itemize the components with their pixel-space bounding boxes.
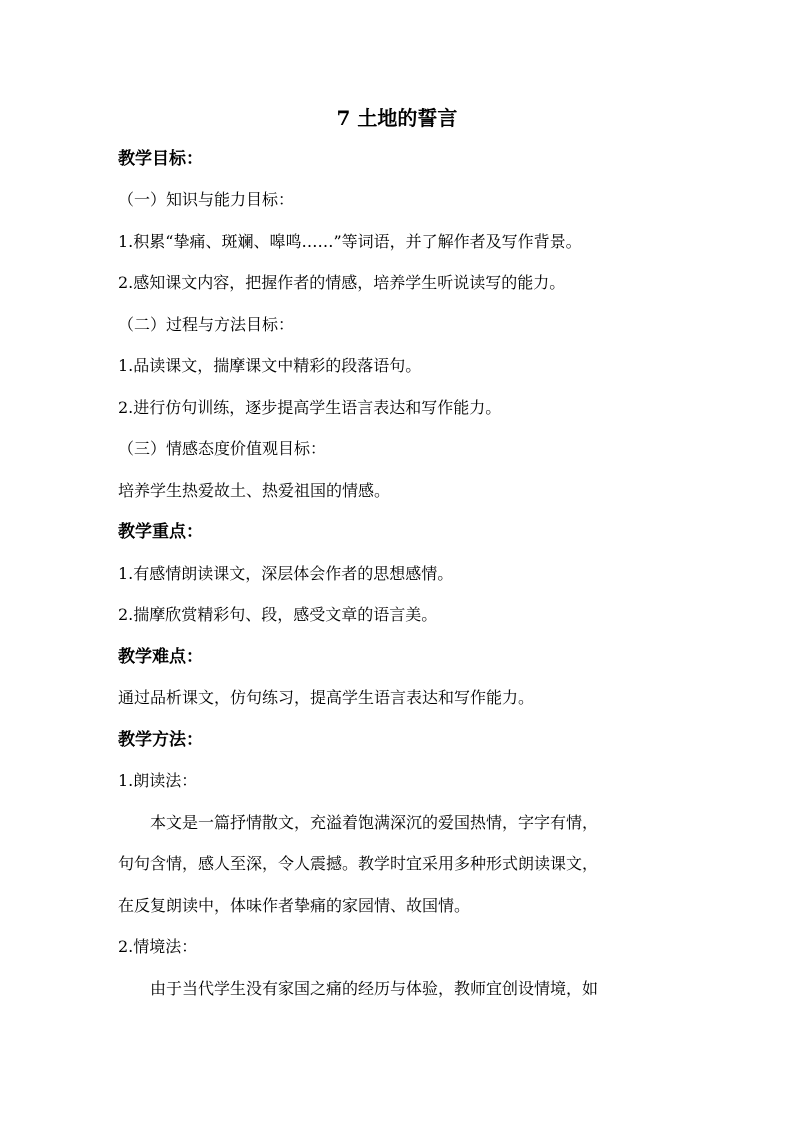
paragraph-line: 2.揣摩欣赏精彩句、段，感受文章的语言美。 <box>118 605 438 624</box>
method-heading-situation: 2.情境法： <box>118 937 198 956</box>
section-heading-key-points: 教学重点： <box>118 522 203 542</box>
paragraph-line: 由于当代学生没有家国之痛的经历与体验，教师宜创设情境，如 <box>150 979 599 998</box>
subheading-process: （二）过程与方法目标： <box>118 315 295 334</box>
paragraph-line: 句句含情，感人至深，令人震撼。教学时宜采用多种形式朗读课文， <box>118 854 599 873</box>
subheading-emotion: （三）情感态度价值观目标： <box>118 439 327 458</box>
paragraph-line: 通过品析课文，仿句练习，提高学生语言表达和写作能力。 <box>118 688 535 707</box>
section-heading-methods: 教学方法： <box>118 730 203 750</box>
document-title: 7 土地的誓言 <box>336 106 458 130</box>
paragraph-line: 2.进行仿句训练，逐步提高学生语言表达和写作能力。 <box>118 398 502 417</box>
paragraph-line: 本文是一篇抒情散文，充溢着饱满深沉的爱国热情，字字有情， <box>150 813 599 832</box>
paragraph-line: 1.有感情朗读课文，深层体会作者的思想感情。 <box>118 564 454 583</box>
section-heading-objectives: 教学目标： <box>118 149 203 169</box>
method-heading-reading: 1.朗读法： <box>118 771 198 790</box>
section-heading-difficulties: 教学难点： <box>118 647 203 667</box>
paragraph-line: 2.感知课文内容，把握作者的情感，培养学生听说读写的能力。 <box>118 273 566 292</box>
subheading-knowledge: （一）知识与能力目标： <box>118 190 295 209</box>
paragraph-line: 1.品读课文，揣摩课文中精彩的段落语句。 <box>118 356 422 375</box>
paragraph-line: 在反复朗读中，体味作者挚痛的家园情、故国情。 <box>118 896 471 915</box>
paragraph-line: 1.积累“挚痛、斑斓、嗥鸣……”等词语，并了解作者及写作背景。 <box>118 232 582 251</box>
paragraph-line: 培养学生热爱故土、热爱祖国的情感。 <box>118 481 391 500</box>
